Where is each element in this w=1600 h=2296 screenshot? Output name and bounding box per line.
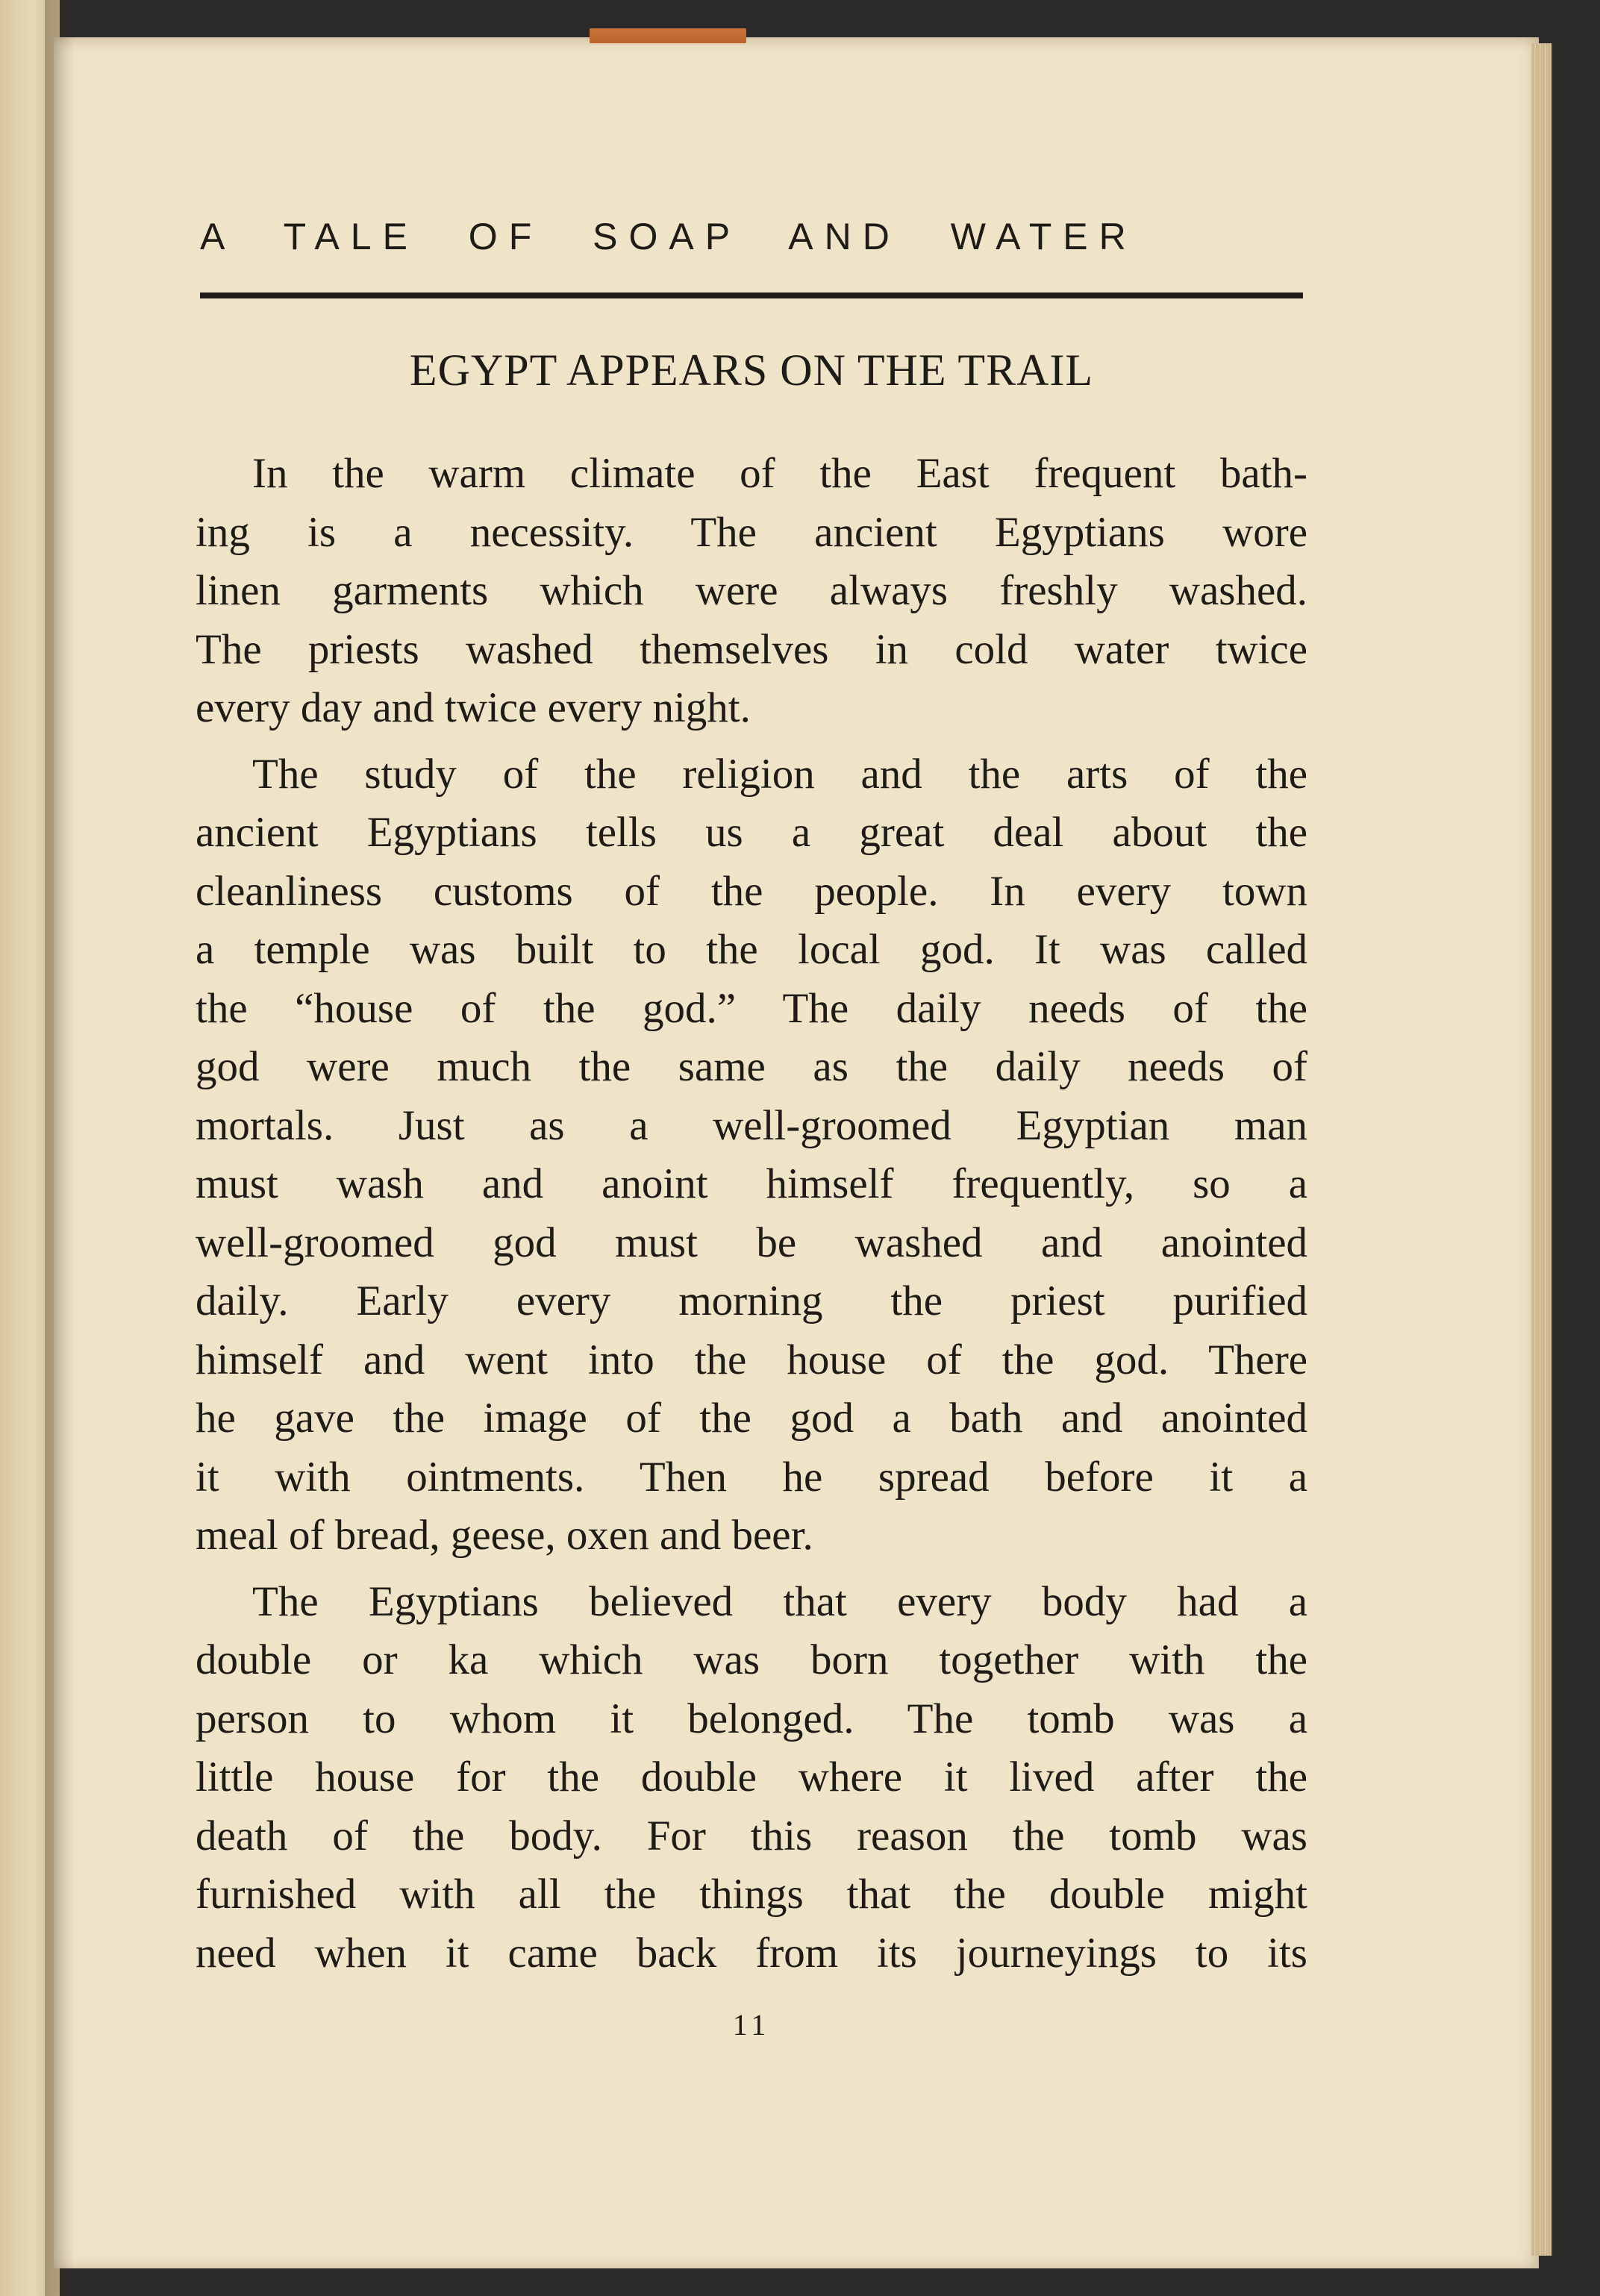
chapter-title: EGYPT APPEARS ON THE TRAIL [409,345,1094,395]
text-line: ancient Egyptians tells us a great deal about the [196,809,1307,856]
text-line: need when it came back from its journeyings to its [196,1929,1307,1977]
text-line: every day and twice every night. [196,684,751,731]
text-line: little house for the double where it lived after the [196,1754,1307,1801]
text-line: cleanliness customs of the people. In every town [196,867,1307,915]
paragraph-2 [196,745,1307,1565]
text-line: god were much the same as the daily needs of [196,1043,1307,1090]
text-line: In the warm climate of the East frequent bath- [252,450,1307,497]
text-line: mortals. Just as a well-groomed Egyptian man [196,1101,1307,1149]
paragraph-1 [196,445,1307,738]
text-line: linen garments which were always freshly washed. [196,567,1307,614]
body-text [196,445,1307,1990]
text-line: The study of the religion and the arts of the [252,750,1307,798]
text-line: daily. Early every morning the priest purified [196,1277,1307,1324]
text-line: a temple was built to the local god. It was called [196,926,1307,973]
text-line: himself and went into the house of the god. There [196,1336,1307,1383]
text-line: The Egyptians believed that every body had a [252,1577,1307,1625]
text-line: death of the body. For this reason the tomb was [196,1812,1307,1859]
text-line: the “house of the god.” The daily needs of the [196,984,1307,1032]
page-number: 11 [732,2008,771,2042]
bookmark-ribbon [590,28,746,43]
text-line: The priests washed themselves in cold water twice [196,625,1307,673]
text-line: furnished with all the things that the double might [196,1871,1307,1918]
text-line: meal of bread, geese, oxen and beer. [196,1512,813,1559]
text-line: he gave the image of the god a bath and anointed [196,1395,1307,1442]
page-stack-edge [1531,43,1552,2256]
gutter-shadow [45,0,75,2296]
text-line: well-groomed god must be washed and anointed [196,1219,1307,1266]
text-line: person to whom it belonged. The tomb was a [196,1695,1307,1742]
text-line: ing is a necessity. The ancient Egyptians wore [196,508,1307,556]
running-head: A TALE OF SOAP AND WATER [200,216,1137,257]
text-line: double or ka which was born together with the [196,1636,1307,1683]
paragraph-3 [196,1573,1307,1983]
text-line: it with ointments. Then he spread before it a [196,1453,1307,1501]
text-line: must wash and anoint himself frequently, so a [196,1160,1307,1207]
header-rule [200,293,1303,298]
